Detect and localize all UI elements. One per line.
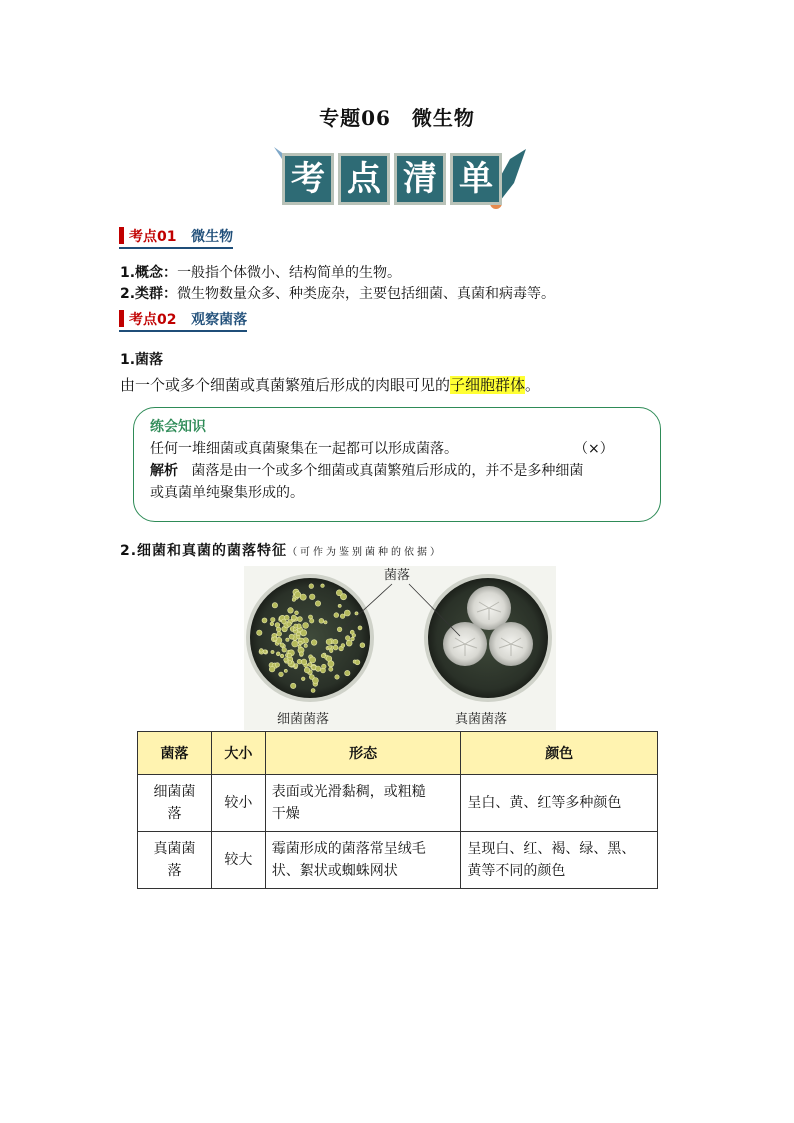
bacterial-colony-dot [301,659,307,665]
bacterial-colony-dot [324,621,327,624]
cell-text: 霉菌形成的菌落常呈绒毛 [271,841,426,857]
practice-box [133,407,661,522]
bacterial-colony-dot [333,645,338,650]
colony-heading: 1.菌落 [120,352,164,368]
practice-answer: （×） [574,441,614,457]
bacterial-colony-dot [310,619,314,623]
bacterial-colony-dot [269,666,275,672]
bacterial-colony-dot [340,614,345,619]
bacterial-colony-dot [358,626,362,630]
banner-char: 考 [282,153,334,205]
bacterial-colony-dot [291,683,296,688]
banner-char: 单 [450,153,502,205]
bacterial-colony-dot [350,630,354,634]
cell-text: 真菌菌 [153,841,196,857]
bacterial-colony-dot [321,584,325,588]
groups-line [120,284,555,304]
bacterial-colony-dot [309,594,315,600]
bacterial-colony-dot [336,590,342,596]
bacterial-colony-dot [277,632,282,637]
colony-definition [120,375,540,395]
table-row [138,775,658,832]
bacterial-colony-dot [287,622,291,626]
bacterial-colony-dot [315,666,320,671]
bacterial-colony-dot [360,643,365,648]
callout-label: 菌落 [384,568,411,583]
bacterial-colony-dot [280,654,284,658]
bacterial-colony-dot [309,675,314,680]
bacterial-colony-dot [333,639,338,644]
definition-text: 由一个或多个细菌或真菌繁殖后形成的肉眼可见的 [120,376,451,394]
section-number: 考点02 [129,312,177,328]
bacterial-colony-dot [276,652,280,656]
bacterial-colony-dot [329,667,333,671]
section-name: 微生物 [191,229,234,245]
cell-text: 落 [167,806,182,822]
cell-text: 黄等不同的颜色 [467,863,566,879]
right-caption: 真菌菌落 [455,712,508,727]
concept-line [120,263,401,283]
bacterial-colony-dot [260,649,264,653]
bacterial-colony-dot [263,650,266,653]
bacterial-colony-dot [288,608,294,614]
bacterial-colony-dot [282,648,287,653]
colony-feature-table [137,731,658,889]
definition-highlight: 子细胞群体 [450,376,526,394]
bacterial-colony-dot [271,618,275,622]
cell-text: 呈白、黄、红等多种颜色 [467,795,622,811]
table-cell-size: 较大 [211,832,265,889]
bacterial-colony-dot [319,618,324,623]
cell-text: 细菌菌 [153,784,196,800]
bacterial-colony-dot [344,610,350,616]
cell-text: 呈现白、红、褐、绿、黑、 [467,841,636,857]
bacterial-colony-dot [299,652,303,656]
bacterial-colony-dot [346,640,352,646]
bacterial-colony-dot [328,661,334,667]
bacterial-colony-dot [334,613,339,618]
bacterial-colony-dot [345,670,350,675]
cell-text: 状、絮状或蜘蛛网状 [271,863,398,879]
petri-dish-figure [244,566,556,730]
bacterial-colony-dot [301,677,305,681]
bacterial-colony-dot [299,641,302,644]
practice-analysis [150,460,583,482]
bacterial-colony-dot [292,598,295,601]
bacterial-colony-dot [310,657,316,663]
bacterial-colony-dot [286,638,289,641]
bacterial-colony-dot [275,663,279,667]
table-header-row [138,732,658,775]
table-cell-color [461,775,658,832]
features-heading [120,541,443,563]
groups-label: 2.类群： [120,286,178,302]
bacterial-colony-dot [341,644,345,648]
cell-text: 落 [167,863,182,879]
banner-char: 清 [394,153,446,205]
bacterial-colony-dot [294,624,298,628]
table-cell-size: 较小 [211,775,265,832]
bacterial-colony-dot [272,603,277,608]
table-cell-color [461,832,658,889]
bacterial-colony-dot [335,675,339,679]
bacterial-colony-dot [309,584,314,589]
page-title: 专题06 微生物 [319,106,475,130]
bacterial-colony-dot [326,639,332,645]
bacterial-colony-dot [338,604,341,607]
table-cell-shape [265,832,461,889]
features-title: 2.细菌和真菌的菌落特征 [120,543,288,559]
bacterial-colony-dot [276,627,281,632]
left-caption: 细菌菌落 [277,712,330,727]
table-header: 菌落 [138,732,212,775]
table-header: 颜色 [461,732,658,775]
bacterial-colony-dot [297,635,300,638]
bacterial-colony-dot [328,646,332,650]
bacterial-colony-dot [291,615,296,620]
bacterial-colony-dot [351,637,355,641]
table-header: 形态 [265,732,461,775]
bacterial-colony-dot [281,619,286,624]
practice-title: 练会知识 [150,419,206,435]
bacterial-colony-dot [279,672,284,677]
analysis-text: 菌落是由一个或多个细菌或真菌繁殖后形成的，并不是多种细菌 [191,463,584,479]
table-cell-shape [265,775,461,832]
bacterial-colony-dot [315,601,320,606]
table-cell-type [138,775,212,832]
bacterial-colony-dot [355,612,358,615]
bacterial-colony-dot [329,649,333,653]
bacterial-colony-dot [280,643,284,647]
cell-text: 表面或光滑黏稠，或粗糙 [271,784,426,800]
table-header: 大小 [211,732,265,775]
practice-question: 任何一堆细菌或真菌聚集在一起都可以形成菌落。 [150,441,458,457]
concept-text: 一般指个体微小、结构简单的生物。 [177,265,402,281]
bacterial-colony-dot [292,641,298,647]
banner-kaodian-qingdan [270,143,530,211]
banner-char: 点 [338,153,390,205]
bacterial-colony-dot [355,660,360,665]
section-number: 考点01 [129,229,177,245]
bacterial-colony-dot [311,689,315,693]
bacterial-colony-dot [289,634,294,639]
section-heading-02 [119,309,247,332]
bacterial-colony-dot [284,669,287,672]
bacterial-colony-dot [295,611,299,615]
section-heading-01 [119,226,233,249]
concept-label: 1.概念： [120,265,178,281]
definition-end: 。 [525,376,541,394]
bacterial-colony-dot [337,627,342,632]
bacterial-colony-dot [311,640,317,646]
bacterial-colony-dot [273,637,277,641]
features-note: （可作为鉴别菌种的依据） [287,547,444,558]
table-cell-type [138,832,212,889]
groups-text: 微生物数量众多、种类庞杂，主要包括细菌、真菌和病毒等。 [177,286,556,302]
bacterial-colony-dot [294,664,298,668]
bacterial-colony-dot [345,636,350,641]
bacterial-colony-dot [303,623,309,629]
cell-text: 干燥 [271,806,300,822]
practice-analysis-cont: 或真菌单纯聚集形成的。 [150,485,304,501]
bacteria-dish [246,574,374,702]
bacterial-colony-dot [275,623,280,628]
bacterial-colony-dot [262,618,267,623]
bacterial-colony-dot [270,622,274,626]
section-name: 观察菌落 [191,312,248,328]
bacterial-colony-dot [308,663,312,667]
analysis-label: 解析 [150,463,178,479]
bacterial-colony-dot [288,661,292,665]
bacterial-colony-dot [304,644,307,647]
bacterial-colony-dot [304,667,310,673]
fungi-dish [424,574,552,702]
bacterial-colony-dot [284,658,288,662]
bacterial-colony-dot [298,645,301,648]
bacterial-colony-dot [271,650,274,653]
bacterial-colony-dot [287,653,291,657]
bacterial-colony-dot [322,664,327,669]
bacterial-colony-dot [257,630,262,635]
table-row [138,832,658,889]
bacterial-colony-dot [295,592,301,598]
bacterial-colony-dot [321,654,325,658]
